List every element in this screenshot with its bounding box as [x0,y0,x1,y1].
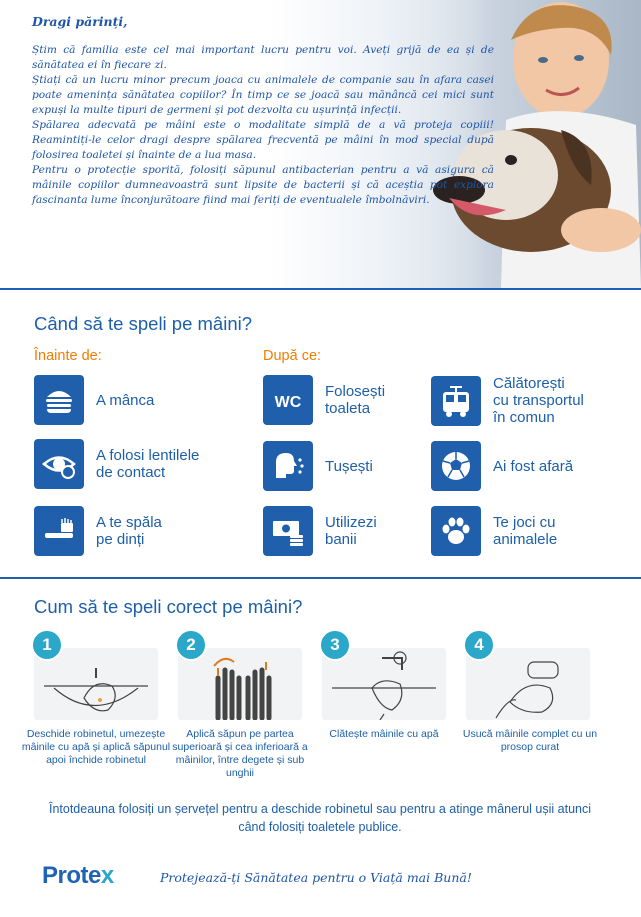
after-item-label: Ai fost afară [493,457,574,475]
step-4-number: 4 [463,629,495,661]
protex-logo [42,862,114,890]
after-item-transport [431,375,584,426]
section-divider [0,577,641,579]
brand-x: x [100,862,114,889]
after-item-cough [263,441,373,491]
before-heading: Înainte de: [34,348,102,364]
money-icon [263,506,313,556]
tram-icon [431,376,481,426]
before-item-label: A te spăla pe dinți [96,514,162,548]
paw-icon [431,506,481,556]
letter-paragraph: Spălarea adecvată pe mâini este o modalitate simplă de a vă proteja copiii! Reamintiți-le celor dragi despre spălarea frecventă pe mâini în mod special după folosirea toaletei și înainte de a lua masa. [32,119,494,161]
step-2-caption: Aplică săpun pe partea superioară și cea inferioară a mâinilor, între degete și sub unghii [172,728,308,779]
when-title: Când să te speli pe mâini? [34,313,253,334]
after-item-money [263,506,377,556]
cough-icon [263,441,313,491]
before-item-teeth [34,506,162,556]
toothbrush-icon [34,506,84,556]
after-item-toilet [263,375,385,425]
letter-greeting: Dragi părinți, [32,14,128,29]
section-divider [0,288,641,290]
after-item-label: Utilizezi banii [325,514,377,548]
footer [0,846,641,917]
before-item-lenses [34,439,199,489]
before-item-label: A mânca [96,391,155,409]
svg-text:WC: WC [274,394,302,411]
before-item-label: A folosi lentilele de contact [96,447,200,481]
before-item-eat [34,375,154,425]
letter-paragraph: Știm că familia este cel mai important lucru pentru voi. Aveți grijă de ea și de sănătatea ei în fiecare zi. [32,44,494,71]
wc-icon [263,375,313,425]
public-toilet-note: Întotdeauna folosiți un șervețel pentru a deschide robinetul sau pentru a atinge mânerul ușii atunci când folosiți toaletele publice. [48,802,592,834]
letter-paragraph: Pentru o protecție sporită, folosiți săpunul antibacterian pentru a vă asigura că mâinile copiilor dumneavoastră sunt lipsite de bacterii și că aceștia pot explora fascinanta lume înconjurătoare fiind mai feriți de eventualele îmbolnăviri. [32,164,494,206]
burger-icon [34,375,84,425]
letter-paragraph: Știați că un lucru minor precum joaca cu animalele de companie sau în afara casei poate amenința sănătatea copiilor? În timp ce se joacă sau mănâncă cei mici sunt expuși la multe tipuri de germeni și pot dezvolta cu ușurință infecții. [32,74,494,116]
step-1-caption: Deschide robinetul, umezește mâinile cu apă și aplică săpunul apoi închide robinetul [21,728,171,766]
step-3-caption: Clătește mâinile cu apă [329,728,439,740]
after-item-label: Te joci cu animalele [493,514,558,548]
ball-icon [431,441,481,491]
after-heading: După ce: [263,348,322,364]
step-4-caption: Usucă mâinile complet cu un prosop curat [462,728,598,753]
step-3-number: 3 [319,629,351,661]
after-item-label: Tușești [325,457,373,475]
brand-name: Prote [42,862,101,889]
after-item-label: Călătorești cu transportul în comun [493,375,584,426]
step-1-number: 1 [31,629,63,661]
letter-text [32,14,494,208]
eye-lens-icon [34,439,84,489]
letter-header [0,0,641,288]
slogan: Protejează-ți Sănătatea pentru o Viață mai Bună! [160,870,472,885]
after-item-animals [431,506,557,556]
after-item-label: Folosești toaleta [325,383,386,417]
step-2-number: 2 [175,629,207,661]
how-title: Cum să te speli corect pe mâini? [34,596,303,617]
after-item-outside [431,441,573,491]
